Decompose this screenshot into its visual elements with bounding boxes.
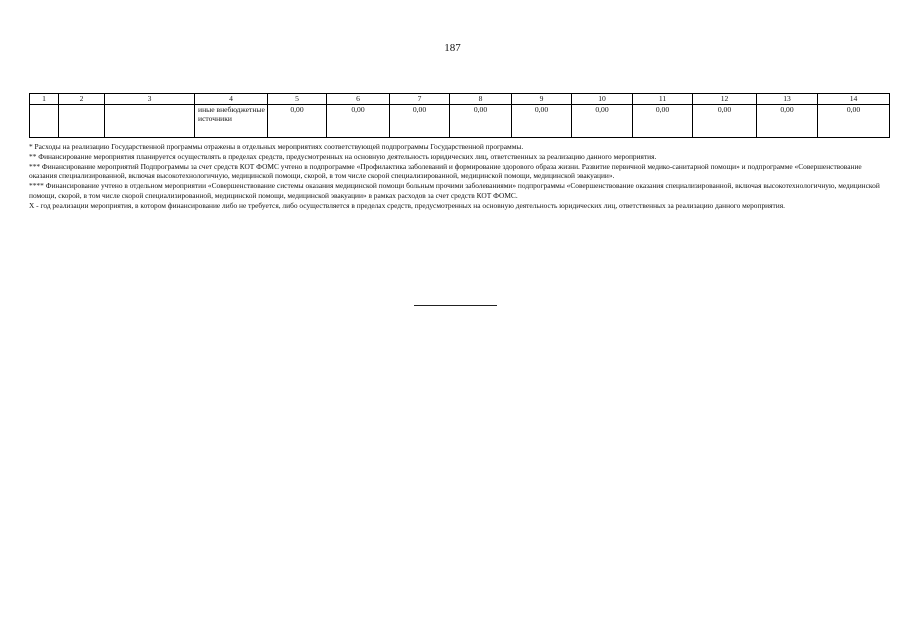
table-row [30,105,890,138]
footnote: **** Финансирование учтено в отдельном мероприятии «Совершенствование системы оказания медицинской помощи больным прочими заболеваниями» подпрограммы «Совершенствование оказания специализированной, включая высокотехнологичную, медицинской помощи, скорой, в том числе скорой специализированной, медицинской помощи, медицинской эвакуации» в рамках расходов за счет средств КОТ ФОМС. [29,181,880,200]
funding-source-cell: иные внебюджетные источники [195,105,268,138]
page-number: 187 [444,42,461,54]
column-header: 6 [327,94,390,105]
column-header: 11 [633,94,693,105]
column-header: 12 [693,94,757,105]
value-cell: 0,00 [633,105,693,138]
column-header: 14 [818,94,890,105]
end-divider [414,305,497,306]
column-header: 10 [572,94,633,105]
column-header: 1 [30,94,59,105]
value-cell: 0,00 [390,105,450,138]
column-header: 5 [268,94,327,105]
table-cell [105,105,195,138]
table-header-row [30,94,890,105]
column-header: 2 [59,94,105,105]
value-cell: 0,00 [693,105,757,138]
column-header: 7 [390,94,450,105]
value-cell: 0,00 [268,105,327,138]
table-cell [59,105,105,138]
column-header: 13 [757,94,818,105]
column-header: 9 [512,94,572,105]
value-cell: 0,00 [572,105,633,138]
column-header: 4 [195,94,268,105]
funding-table [29,93,890,138]
footnote: * Расходы на реализацию Государственной программы отражены в отдельных мероприятиях соответствующей подпрограммы Государственной программы. [29,142,524,151]
footnote: X - год реализации мероприятия, в котором финансирование либо не требуется, либо осуществляется в пределах средств, предусмотренных на основную деятельность юридических лиц, ответственных за реализацию данного мероприятия. [29,200,785,210]
value-cell: 0,00 [450,105,512,138]
value-cell: 0,00 [327,105,390,138]
footnotes [29,142,889,210]
value-cell: 0,00 [512,105,572,138]
column-header: 8 [450,94,512,105]
value-cell: 0,00 [757,105,818,138]
footnote: *** Финансирование мероприятий Подпрограммы за счет средств КОТ ФОМС учтено в подпрограмме «Профилактика заболеваний и формирование здорового образа жизни. Развитие первичной медико-санитарной помощи» и подпрограмме «Совершенствование оказания специализированной, включая высокотехнологичную, медицинской помощи, скорой, в том числе скорой специализированной, медицинской помощи, медицинской эвакуации». [29,161,862,181]
column-header: 3 [105,94,195,105]
value-cell: 0,00 [818,105,890,138]
table-cell [30,105,59,138]
footnote: ** Финансирование мероприятия планируется осуществлять в пределах средств, предусмотренных на основную деятельность юридических лиц, ответственных за реализацию данного мероприятия. [29,151,657,161]
